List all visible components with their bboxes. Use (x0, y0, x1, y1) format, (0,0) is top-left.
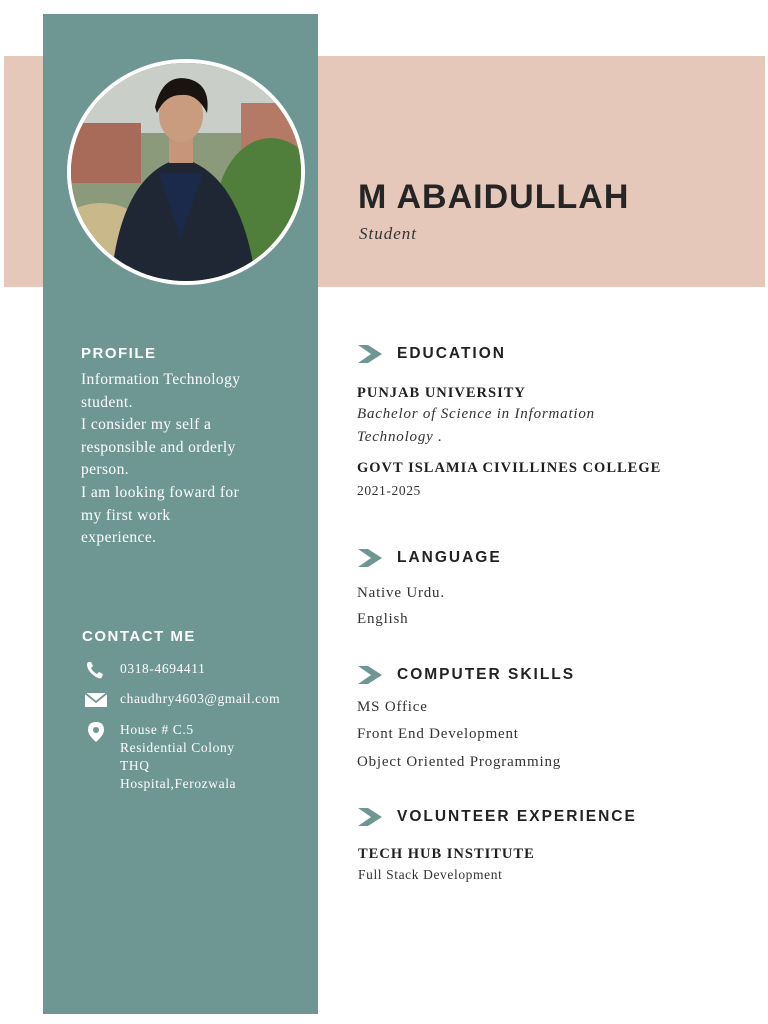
profile-line: I consider my self a (81, 416, 212, 434)
education-institution: GOVT ISLAMIA CIVILLINES COLLEGE (357, 460, 662, 476)
profile-line: experience. (81, 529, 157, 547)
skill-item: Front End Development (357, 726, 519, 742)
candidate-name: M ABAIDULLAH (358, 178, 630, 216)
candidate-role: Student (359, 224, 417, 243)
skill-item: Object Oriented Programming (357, 754, 562, 770)
education-heading: EDUCATION (397, 345, 506, 362)
volunteer-role: Full Stack Development (358, 867, 503, 882)
address-text (120, 721, 236, 793)
skill-item: MS Office (357, 699, 428, 715)
phone-number: 0318-4694411 (120, 661, 206, 676)
education-detail: Bachelor of Science in Information (357, 406, 595, 422)
education-detail: 2021-2025 (357, 483, 421, 498)
profile-photo (67, 59, 305, 285)
volunteer-organization: TECH HUB INSTITUTE (358, 846, 535, 862)
profile-line: responsible and orderly (81, 438, 236, 456)
email-address: chaudhry4603@gmail.com (120, 691, 281, 706)
profile-line: person. (81, 461, 129, 479)
education-institution: PUNJAB UNIVERSITY (357, 385, 526, 401)
envelope-icon (84, 690, 108, 710)
profile-line: Information Technology (81, 371, 241, 388)
skills-heading: COMPUTER SKILLS (397, 666, 576, 683)
language-item: Native Urdu. (357, 585, 445, 601)
address-line: THQ (120, 758, 150, 773)
language-heading: LANGUAGE (397, 549, 502, 566)
location-pin-icon (84, 721, 108, 743)
profile-line: my first work (81, 506, 171, 524)
address-line: Residential Colony (120, 740, 235, 755)
chevron-right-icon (358, 666, 384, 684)
profile-line: I am looking foward for (81, 483, 240, 501)
phone-icon (84, 660, 108, 680)
education-detail: Technology . (357, 429, 443, 445)
contact-heading: CONTACT ME (82, 628, 196, 645)
profile-heading: PROFILE (81, 345, 157, 362)
volunteer-heading: VOLUNTEER EXPERIENCE (397, 808, 637, 825)
language-item: English (357, 611, 409, 627)
chevron-right-icon (358, 345, 384, 363)
address-line: House # C.5 (120, 722, 194, 737)
profile-text (81, 369, 240, 550)
address-line: Hospital,Ferozwala (120, 776, 237, 791)
chevron-right-icon (358, 549, 384, 567)
chevron-right-icon (358, 808, 384, 826)
profile-line: student. (81, 393, 133, 411)
